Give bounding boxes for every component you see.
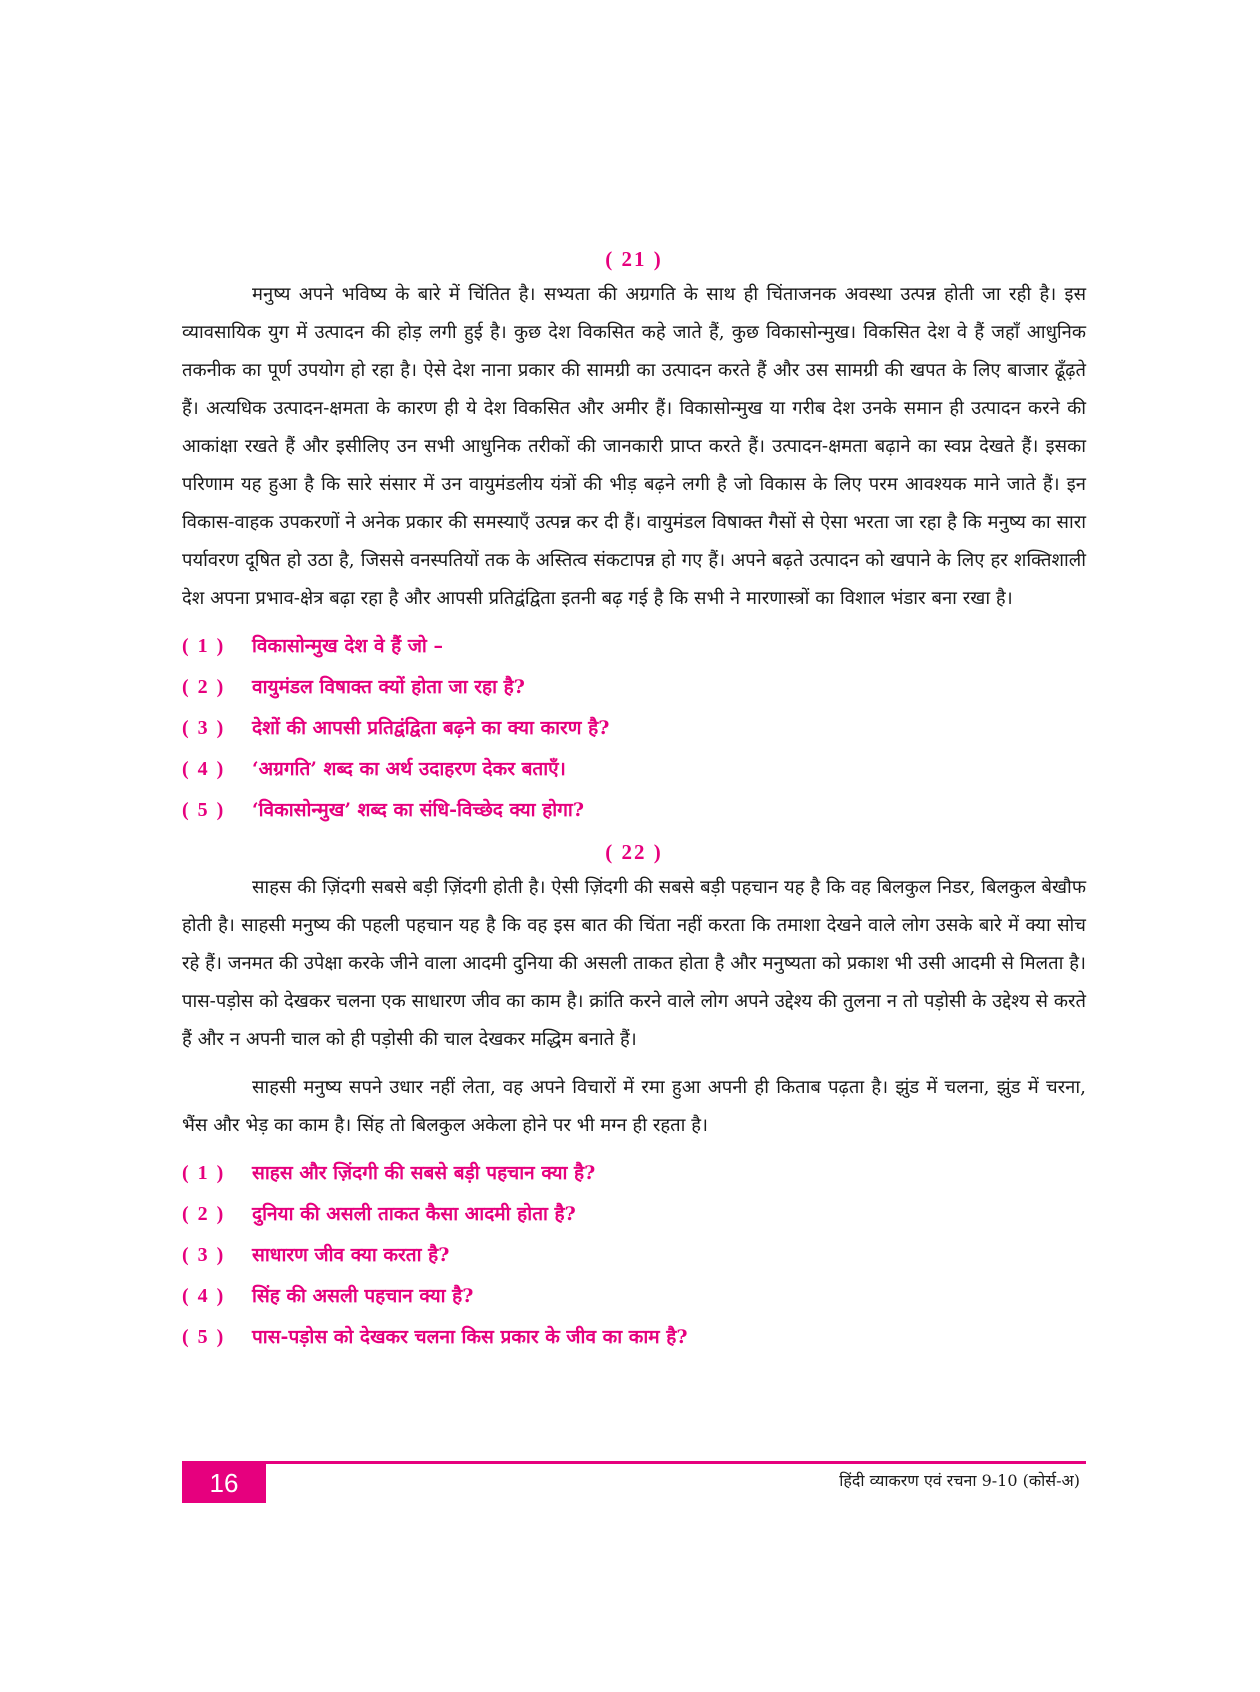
- question-item: [182, 790, 1086, 831]
- question-text: देशों की आपसी प्रतिद्वंद्विता बढ़ने का क्या कारण है?: [252, 717, 610, 739]
- question-item: [182, 749, 1086, 790]
- question-text: दुनिया की असली ताकत कैसा आदमी होता है?: [252, 1203, 576, 1225]
- question-list: [182, 1153, 1086, 1358]
- question-number: ( 5 ): [182, 1326, 226, 1348]
- question-text: पास-पड़ोस को देखकर चलना किस प्रकार के जीव का काम है?: [252, 1326, 688, 1348]
- page-number: 16: [182, 1463, 266, 1503]
- question-text: सिंह की असली पहचान क्या है?: [252, 1285, 474, 1307]
- question-text: वायुमंडल विषाक्त क्यों होता जा रहा है?: [252, 676, 525, 698]
- question-item: [182, 1194, 1086, 1235]
- question-number: ( 3 ): [182, 717, 226, 739]
- question-item: [182, 626, 1086, 667]
- passage-paragraph: मनुष्य अपने भविष्य के बारे में चिंतित है। सभ्यता की अग्रगति के साथ ही चिंताजनक अवस्था उत्पन्न होती जा रही है। इस व्यावसायिक युग में उत्पादन की होड़ लगी हुई है। कुछ देश विकसित कहे जाते हैं, कुछ विकासोन्मुख। विकसित देश वे हैं जहाँ आधुनिक तकनीक का पूर्ण उपयोग हो रहा है। ऐसे देश नाना प्रकार की सामग्री का उत्पादन करते हैं और उस सामग्री की खपत के लिए बाजार ढूँढ़ते हैं। अत्यधिक उत्पादन-क्षमता के कारण ही ये देश विकसित और अमीर हैं। विकासोन्मुख या गरीब देश उनके समान ही उत्पादन करने की आकांक्षा रखते हैं और इसीलिए उन सभी आधुनिक तरीकों की जानकारी प्राप्त करते हैं। उत्पादन-क्षमता बढ़ाने का स्वप्न देखते हैं। इसका परिणाम यह हुआ है कि सारे संसार में उन वायुमंडलीय यंत्रों की भीड़ बढ़ने लगी है जो विकास के लिए परम आवश्यक माने जाते हैं। इन विकास-वाहक उपकरणों ने अनेक प्रकार की समस्याएँ उत्पन्न कर दी हैं। वायुमंडल विषाक्त गैसों से ऐसा भरता जा रहा है कि मनुष्य का सारा पर्यावरण दूषित हो उठा है, जिससे वनस्पतियों तक के अस्तित्व संकटापन्न हो गए हैं। अपने बढ़ते उत्पादन को खपाने के लिए हर शक्तिशाली देश अपना प्रभाव-क्षेत्र बढ़ा रहा है और आपसी प्रतिद्वंद्विता इतनी बढ़ गई है कि सभी ने मारणास्त्रों का विशाल भंडार बना रखा है।: [182, 284, 1086, 609]
- question-number: ( 4 ): [182, 758, 226, 780]
- page-content: [182, 242, 1086, 1358]
- question-number: ( 3 ): [182, 1244, 226, 1266]
- question-text: विकासोन्मुख देश वे हैं जो –: [252, 635, 443, 657]
- question-number: ( 5 ): [182, 799, 226, 821]
- question-item: [182, 1153, 1086, 1194]
- question-text: ‘अग्रगति’ शब्द का अर्थ उदाहरण देकर बताएँ।: [252, 758, 566, 780]
- question-text: साहस और ज़िंदगी की सबसे बड़ी पहचान क्या है?: [252, 1162, 596, 1184]
- section-number: ( 21 ): [605, 247, 663, 271]
- question-text: साधारण जीव क्या करता है?: [252, 1244, 450, 1266]
- section-number: ( 22 ): [605, 840, 663, 864]
- question-number: ( 2 ): [182, 1203, 226, 1225]
- question-number: ( 1 ): [182, 1162, 226, 1184]
- question-item: [182, 1276, 1086, 1317]
- question-item: [182, 1317, 1086, 1358]
- question-number: ( 1 ): [182, 635, 226, 657]
- passage-paragraph: साहस की ज़िंदगी सबसे बड़ी ज़िंदगी होती है। ऐसी ज़िंदगी की सबसे बड़ी पहचान यह है कि वह बिलकुल निडर, बिलकुल बेखौफ होती है। साहसी मनुष्य की पहली पहचान यह है कि वह इस बात की चिंता नहीं करता कि तमाशा देखने वाले लोग उसके बारे में क्या सोच रहे हैं। जनमत की उपेक्षा करके जीने वाला आदमी दुनिया की असली ताकत होता है और मनुष्यता को प्रकाश भी उसी आदमी से मिलता है। पास-पड़ोस को देखकर चलना एक साधारण जीव का काम है। क्रांति करने वाले लोग अपने उद्देश्य की तुलना न तो पड़ोसी के उद्देश्य से करते हैं और न अपनी चाल को ही पड़ोसी की चाल देखकर मद्धिम बनाते हैं।: [182, 877, 1086, 1050]
- question-list: [182, 626, 1086, 831]
- page-footer: [182, 1461, 1086, 1505]
- question-item: [182, 1235, 1086, 1276]
- question-number: ( 4 ): [182, 1285, 226, 1307]
- passage-section-22: [182, 835, 1086, 1358]
- question-text: ‘विकासोन्मुख’ शब्द का संधि-विच्छेद क्या होगा?: [252, 799, 584, 821]
- question-item: [182, 708, 1086, 749]
- question-number: ( 2 ): [182, 676, 226, 698]
- question-item: [182, 667, 1086, 708]
- book-title: हिंदी व्याकरण एवं रचना 9-10 (कोर्स-अ): [839, 1471, 1080, 1490]
- passage-paragraph: साहसी मनुष्य सपने उधार नहीं लेता, वह अपने विचारों में रमा हुआ अपनी ही किताब पढ़ता है। झुंड में चलना, झुंड में चरना, भैंस और भेड़ का काम है। सिंह तो बिलकुल अकेला होने पर भी मग्न ही रहता है।: [182, 1077, 1086, 1136]
- passage-section-21: [182, 242, 1086, 831]
- footer-divider: [182, 1461, 1086, 1464]
